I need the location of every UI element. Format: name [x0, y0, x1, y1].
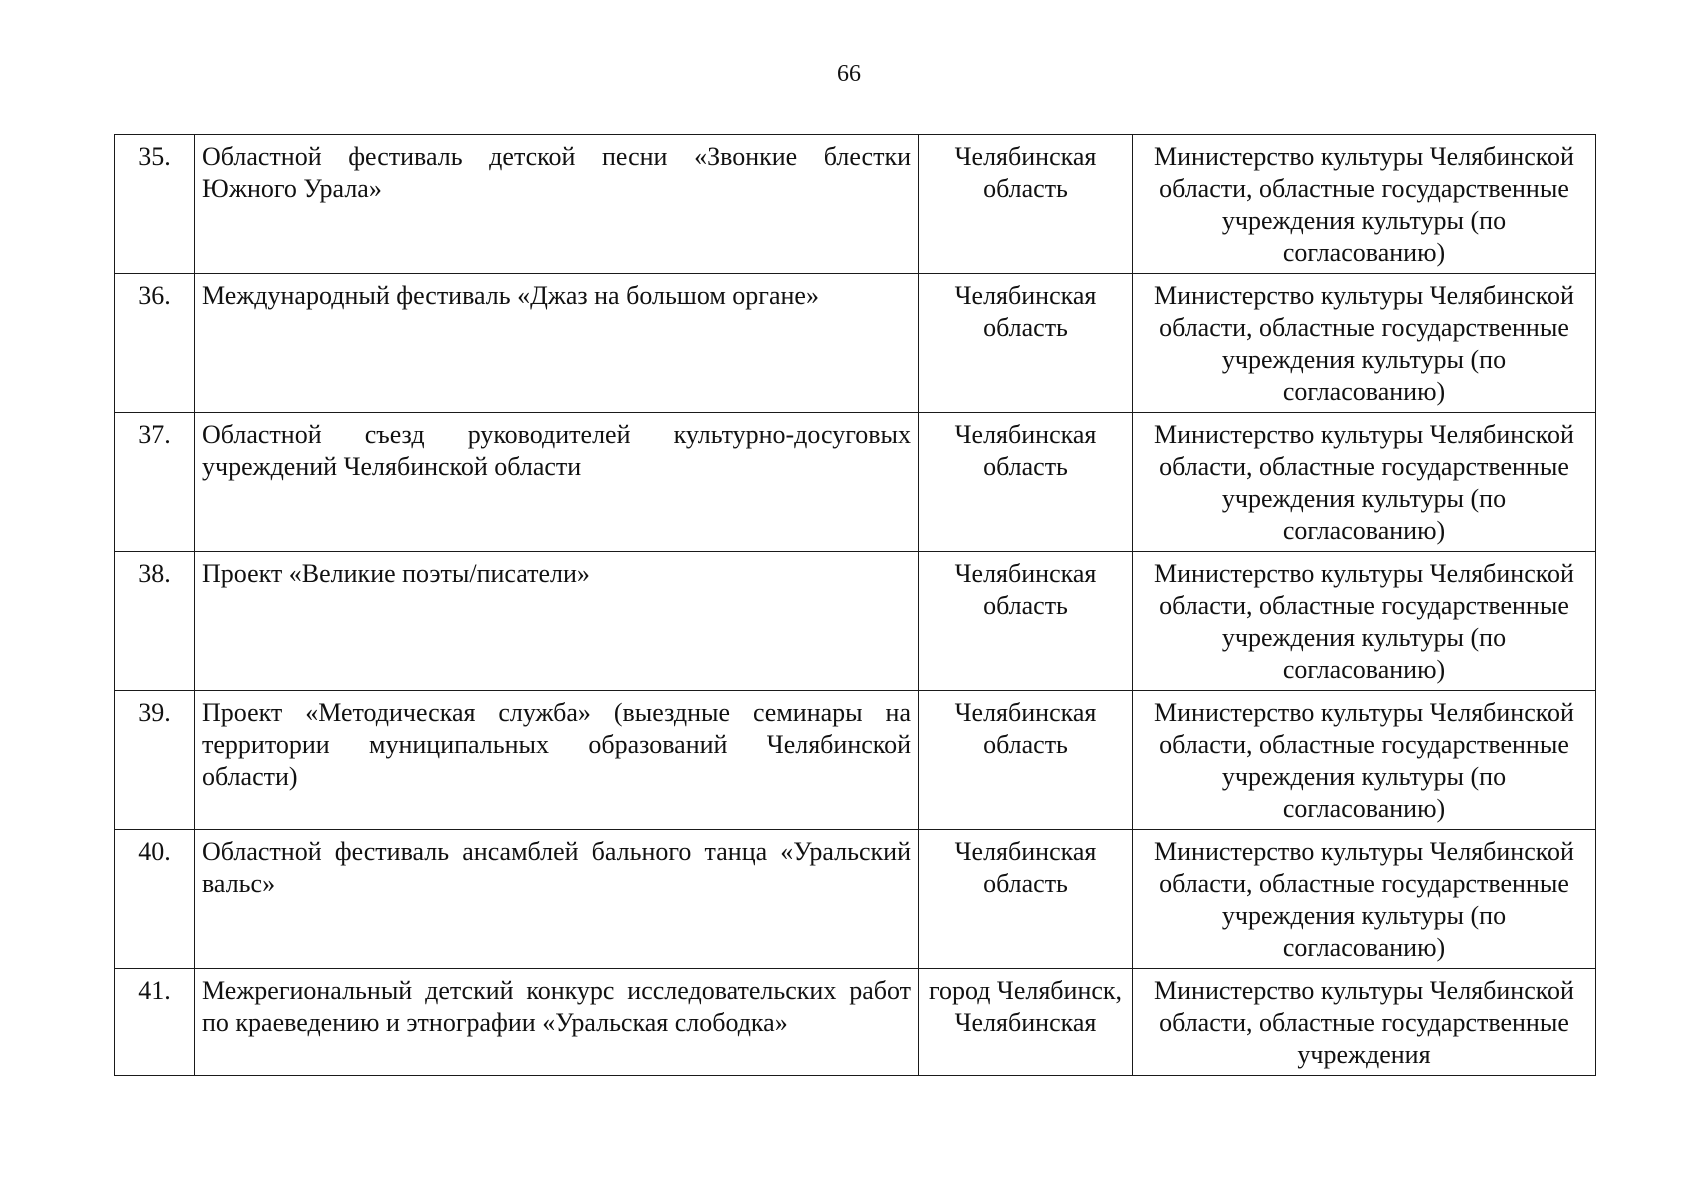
event-place: Челябинская область	[919, 135, 1133, 274]
event-organizer: Министерство культуры Челябинской области, областные государственные учреждения культуры (по согласованию)	[1133, 552, 1596, 691]
event-name: Проект «Методическая служба» (выездные семинары на территории муниципальных образований Челябинской области)	[195, 691, 919, 830]
row-number: 37.	[115, 413, 195, 552]
event-place: город Челябинск, Челябинская	[919, 969, 1133, 1076]
table-row	[115, 274, 1596, 413]
page-number: 66	[837, 61, 861, 87]
event-organizer: Министерство культуры Челябинской области, областные государственные учреждения	[1133, 969, 1596, 1076]
row-number: 40.	[115, 830, 195, 969]
row-number: 39.	[115, 691, 195, 830]
event-name: Областной фестиваль детской песни «Звонкие блестки Южного Урала»	[195, 135, 919, 274]
event-place: Челябинская область	[919, 552, 1133, 691]
table-row	[115, 552, 1596, 691]
row-number: 38.	[115, 552, 195, 691]
event-name: Межрегиональный детский конкурс исследовательских работ по краеведению и этнографии «Уральская слободка»	[195, 969, 919, 1076]
event-organizer: Министерство культуры Челябинской области, областные государственные учреждения культуры (по согласованию)	[1133, 830, 1596, 969]
event-place: Челябинская область	[919, 413, 1133, 552]
table-row	[115, 413, 1596, 552]
table-row	[115, 830, 1596, 969]
event-place: Челябинская область	[919, 274, 1133, 413]
events-table	[114, 134, 1596, 1076]
event-place: Челябинская область	[919, 830, 1133, 969]
event-name: Областной фестиваль ансамблей бального танца «Уральский вальс»	[195, 830, 919, 969]
event-organizer: Министерство культуры Челябинской области, областные государственные учреждения культуры (по согласованию)	[1133, 274, 1596, 413]
row-number: 36.	[115, 274, 195, 413]
row-number: 35.	[115, 135, 195, 274]
table-row	[115, 135, 1596, 274]
event-place: Челябинская область	[919, 691, 1133, 830]
event-name: Международный фестиваль «Джаз на большом органе»	[195, 274, 919, 413]
event-name: Проект «Великие поэты/писатели»	[195, 552, 919, 691]
table-row	[115, 969, 1596, 1076]
row-number: 41.	[115, 969, 195, 1076]
event-organizer: Министерство культуры Челябинской области, областные государственные учреждения культуры (по согласованию)	[1133, 413, 1596, 552]
event-organizer: Министерство культуры Челябинской области, областные государственные учреждения культуры (по согласованию)	[1133, 135, 1596, 274]
event-name: Областной съезд руководителей культурно-досуговых учреждений Челябинской области	[195, 413, 919, 552]
event-organizer: Министерство культуры Челябинской области, областные государственные учреждения культуры (по согласованию)	[1133, 691, 1596, 830]
table-row	[115, 691, 1596, 830]
